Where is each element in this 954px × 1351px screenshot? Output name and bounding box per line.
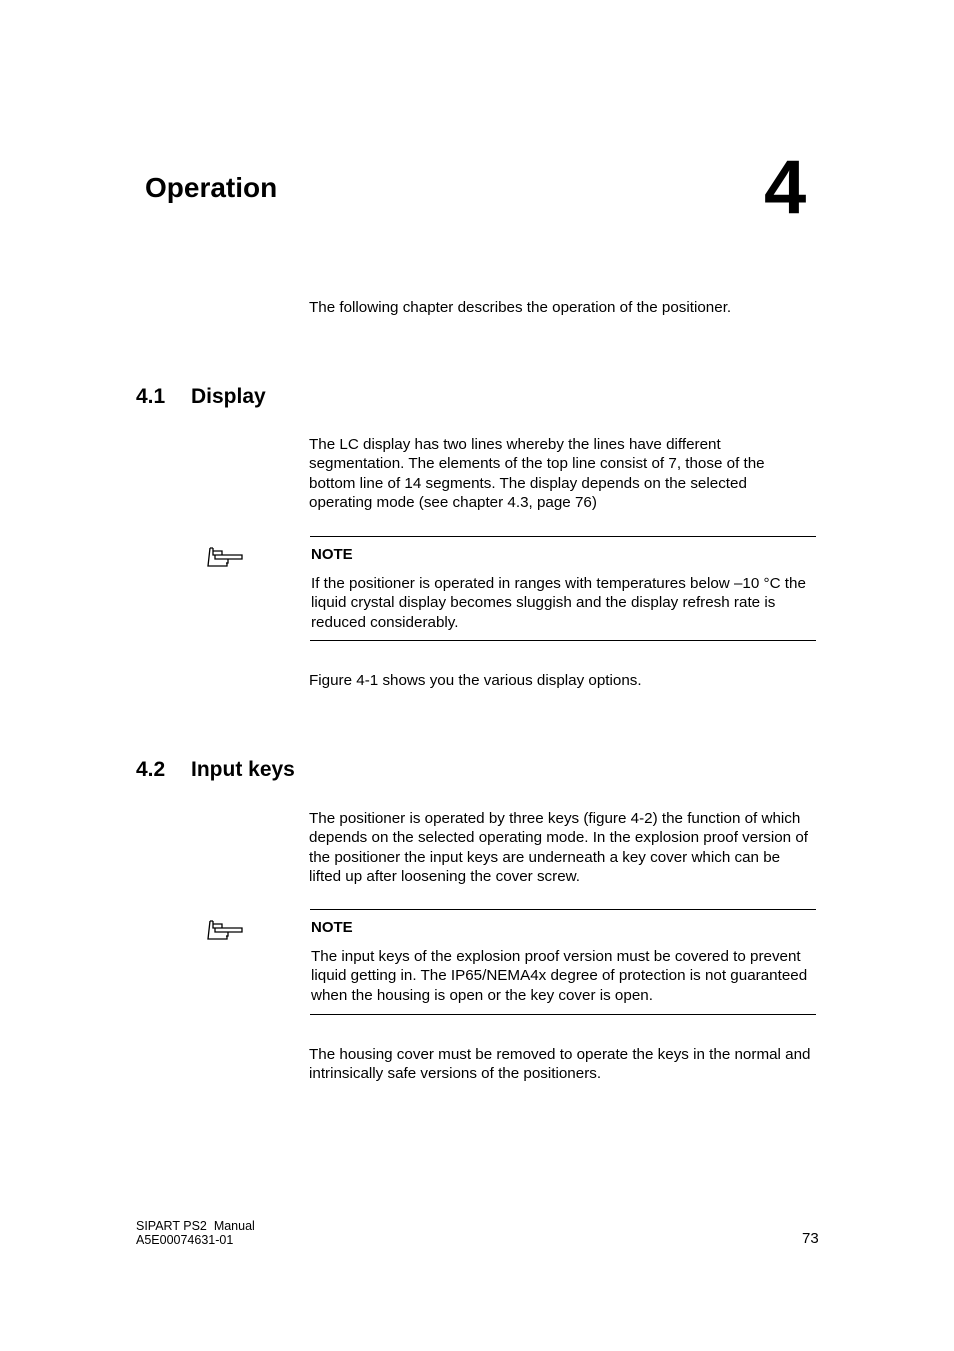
chapter-number: 4 — [764, 145, 807, 230]
section-title: Input keys — [191, 758, 295, 781]
section-heading-input-keys — [136, 758, 295, 782]
note-text: If the positioner is operated in ranges with temperatures below –10 °C the liquid crystal display becomes sluggish and the display refresh rate is reduced considerably. — [311, 575, 806, 631]
housing-cover-paragraph: The housing cover must be removed to operate the keys in the normal and intrinsically safe versions of the positioners. — [309, 1046, 811, 1083]
input-keys-paragraph: The positioner is operated by three keys (figure 4-2) the function of which depends on the selected operating mode. In the explosion proof version of the positioner the input keys are underneath a key cover which can be lifted up after loosening the cover screw. — [309, 810, 808, 886]
note-box-display — [310, 536, 816, 641]
chapter-title: Operation — [145, 172, 278, 203]
note-label: NOTE — [311, 919, 353, 936]
display-paragraph: The LC display has two lines whereby the lines have different segmentation. The elements of the top line consist of 7, those of the bottom line of 14 segments. The display depends on the selected operating mode (see chapter 4.3, page 76) — [309, 436, 765, 512]
pointing-hand-icon — [205, 918, 245, 942]
display-figure-reference: Figure 4-1 shows you the various display options. — [309, 672, 642, 689]
pointing-hand-icon — [205, 545, 245, 569]
note-text: The input keys of the explosion proof version must be covered to prevent liquid getting in. The IP65/NEMA4x degree of protection is not guaranteed when the housing is open or the key cover is open. — [311, 948, 808, 1004]
section-heading-display — [136, 385, 266, 409]
section-title: Display — [191, 385, 266, 408]
note-box-input-keys — [310, 909, 816, 1015]
chapter-intro: The following chapter describes the operation of the positioner. — [309, 299, 732, 316]
page-number: 73 — [802, 1230, 819, 1247]
note-label: NOTE — [311, 546, 353, 563]
footer-document-id: A5E00074631-01 — [136, 1233, 234, 1247]
section-number: 4.2 — [136, 758, 166, 781]
footer-manual-title: SIPART PS2 Manual — [136, 1219, 255, 1233]
section-number: 4.1 — [136, 385, 166, 408]
